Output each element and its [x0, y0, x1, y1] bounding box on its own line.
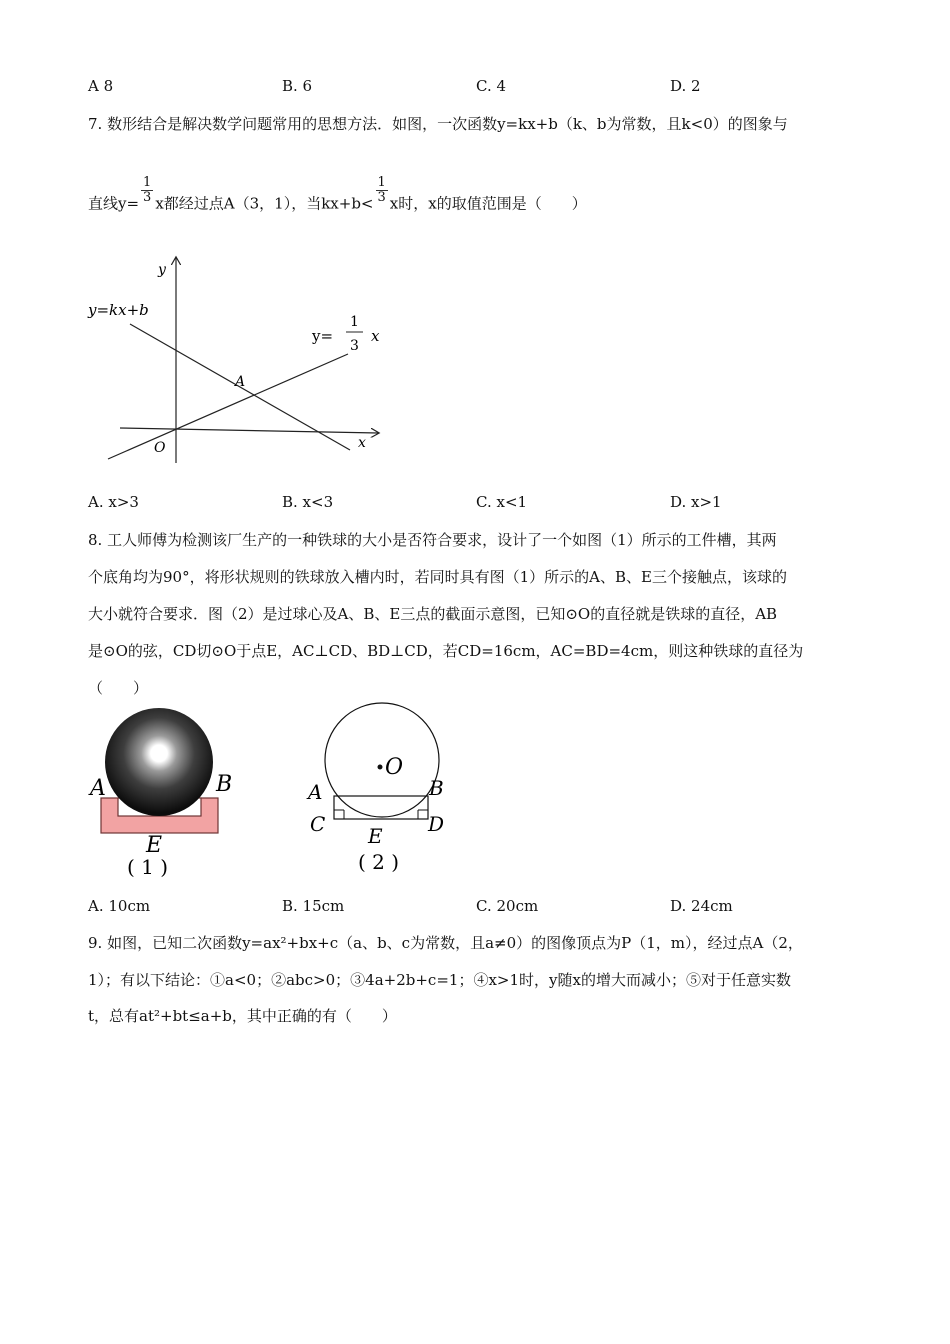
q8-option-a: A. 10cm — [88, 897, 151, 915]
q6-option-a: A 8 — [88, 77, 114, 95]
fig2-label-o: O — [385, 755, 404, 780]
q7-line2-prefix: 直线y= — [88, 194, 140, 213]
circle-o — [325, 703, 439, 817]
q7-option-d: D. x>1 — [670, 493, 722, 511]
label-point-a: A — [235, 374, 246, 390]
q7-option-c: C. x<1 — [476, 493, 528, 511]
fig2-caption: ( 2 ) — [358, 850, 400, 874]
q6-option-d: D. 2 — [670, 77, 701, 95]
q8-figure-2 — [300, 700, 460, 885]
q7-fraction-den: 3 — [143, 190, 152, 205]
fig1-label-e: E — [146, 833, 163, 858]
label-x-axis: x — [358, 435, 366, 451]
label-origin: O — [154, 440, 166, 456]
q6-option-c: C. 4 — [476, 77, 507, 95]
iron-ball — [105, 708, 213, 816]
q8-option-b: B. 15cm — [282, 897, 345, 915]
q8-stem-line1: 8. 工人师傅为检测该厂生产的一种铁球的大小是否符合要求，设计了一个如图（1）所示的工件槽，其两 — [88, 531, 777, 549]
line-one-third-x — [108, 354, 348, 459]
label-y-axis: y — [158, 262, 166, 278]
fig1-caption: ( 1 ) — [127, 855, 169, 879]
q7-line2-mid: x都经过点A（3，1），当kx+b< — [155, 194, 374, 213]
fig2-label-b: B — [429, 776, 444, 800]
q8-stem-line4: 是⊙O的弦，CD切⊙O于点E，AC⊥CD、BD⊥CD，若CD=16cm，AC=BD=4cm，则这种铁球的直径为 — [88, 642, 804, 660]
q7-fraction-2 — [376, 176, 388, 205]
x-axis — [120, 428, 378, 433]
q7-stem-line2 — [88, 175, 587, 219]
fig2-label-d: D — [428, 812, 445, 836]
q7-option-a: A. x>3 — [88, 493, 139, 511]
label-prop-num: 1 — [350, 314, 359, 330]
label-prop-suffix: x — [371, 327, 380, 345]
fig2-label-a: A — [308, 780, 323, 804]
fig1-label-a: A — [90, 776, 106, 801]
q8-stem-line3: 大小就符合要求．图（2）是过球心及A、B、E三点的截面示意图，已知⊙O的直径就是铁球的直径，AB — [88, 605, 778, 623]
q7-fraction2-den: 3 — [377, 190, 386, 205]
q8-stem-line2: 个底角均为90°，将形状规则的铁球放入槽内时，若同时具有图（1）所示的A、B、E三个接触点，该球的 — [88, 568, 787, 586]
fig1-label-b: B — [216, 772, 233, 797]
q7-line2-suffix: x时，x的取值范围是（ ） — [389, 194, 587, 213]
q9-stem-line3: t，总有at²+bt≤a+b，其中正确的有（ ） — [88, 1007, 397, 1025]
q7-fraction-num: 1 — [143, 175, 152, 190]
q7-option-b: B. x<3 — [282, 493, 334, 511]
q9-stem-line1: 9. 如图，已知二次函数y=ax²+bx+c（a、b、c为常数，且a≠0）的图像顶点为P（1，m），经过点A（2， — [88, 934, 803, 952]
label-prop-den: 3 — [350, 338, 359, 354]
fig2-label-c: C — [310, 812, 326, 836]
q8-stem-line5: （ ） — [88, 679, 149, 697]
fig2-label-e: E — [368, 824, 383, 848]
center-dot-o — [378, 765, 383, 770]
q7-fraction-1 — [141, 176, 153, 205]
q7-graph — [80, 250, 400, 475]
q6-option-b: B. 6 — [282, 77, 313, 95]
q7-stem-line1: 7. 数形结合是解决数学问题常用的思想方法．如图，一次函数y=kx+b（k、b为常数，且k<0）的图象与 — [88, 115, 788, 133]
label-prop-prefix: y= — [312, 327, 334, 345]
label-y-kx-b: y=kx+b — [88, 301, 149, 319]
q8-option-d: D. 24cm — [670, 897, 733, 915]
q9-stem-line2: 1）；有以下结论：①a<0；②abc>0；③4a+2b+c=1；④x>1时，y随x的增大而减小；⑤对于任意实数 — [88, 971, 791, 989]
q7-fraction2-num: 1 — [377, 175, 386, 190]
q8-figure-1 — [85, 700, 245, 885]
q8-option-c: C. 20cm — [476, 897, 539, 915]
